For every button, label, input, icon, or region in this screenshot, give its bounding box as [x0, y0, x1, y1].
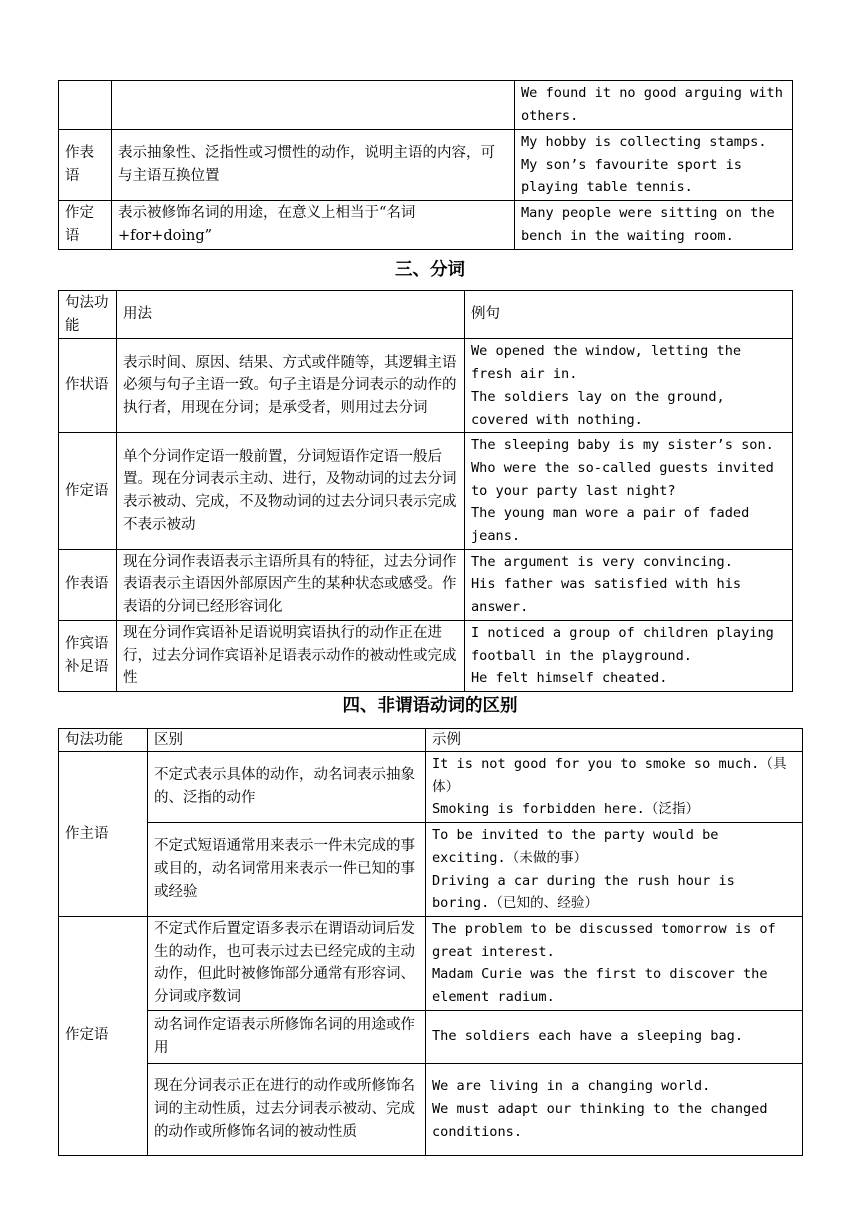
participle-table [58, 290, 793, 692]
function-cell: 作定语 [59, 433, 117, 550]
table-row [59, 339, 793, 433]
example-sentence: Many people were sitting on the bench in the waiting room. [521, 205, 775, 244]
example-cell [426, 1063, 803, 1155]
example-sentence: The sleeping baby is my sister’s son. [471, 437, 774, 454]
table-row [59, 81, 793, 130]
table-row [59, 1063, 803, 1155]
example-sentence: To be invited to the party would be exciting.（未做的事） [432, 827, 719, 866]
table-row [59, 752, 803, 823]
example-sentence: His father was satisfied with his answer. [471, 576, 742, 616]
example-sentence: We opened the window, letting the fresh air in. [471, 343, 742, 383]
header-cell: 例句 [465, 291, 793, 339]
example-cell [426, 752, 803, 823]
example-cell [515, 81, 793, 130]
table-row [59, 916, 803, 1010]
table-row [59, 433, 793, 550]
table-header-row [59, 729, 803, 752]
function-cell [59, 81, 112, 130]
usage-cell: 现在分词作宾语补足语说明宾语执行的动作正在进行，过去分词作宾语补足语表示动作的被动性或完成性 [117, 620, 465, 691]
header-cell: 用法 [117, 291, 465, 339]
example-sentence: We found it no good arguing with others. [521, 85, 783, 124]
example-cell [515, 201, 793, 249]
table-row [59, 823, 803, 917]
example-sentence: Madam Curie was the first to discover the element radium. [432, 966, 768, 1006]
usage-cell: 表示抽象性、泛指性或习惯性的动作，说明主语的内容，可与主语互换位置 [112, 130, 515, 201]
header-cell: 区别 [148, 729, 426, 752]
header-cell: 句法功能 [59, 729, 148, 752]
difference-cell: 不定式作后置定语多表示在谓语动词后发生的动作，也可表示过去已经完成的主动动作，但此时被修饰部分通常有形容词、分词或序数词 [148, 916, 426, 1010]
difference-cell: 动名词作定语表示所修饰名词的用途或作用 [148, 1010, 426, 1063]
example-sentence: The problem to be discussed tomorrow is of great interest. [432, 920, 776, 960]
difference-cell: 不定式表示具体的动作，动名词表示抽象的、泛指的动作 [148, 752, 426, 823]
example-sentence: It is not good for you to smoke so much.（具体） [432, 756, 787, 795]
table-row [59, 1010, 803, 1063]
example-sentence: The argument is very convincing. [471, 553, 733, 570]
function-cell: 作表语 [59, 130, 112, 201]
difference-cell: 不定式短语通常用来表示一件未完成的事或目的，动名词常用来表示一件已知的事或经验 [148, 823, 426, 917]
table-row [59, 130, 793, 201]
example-cell [426, 823, 803, 917]
difference-cell: 现在分词表示正在进行的动作或所修饰名词的主动性质，过去分词表示被动、完成的动作或所修饰名词的被动性质 [148, 1063, 426, 1155]
example-sentence: We are living in a changing world. [432, 1078, 711, 1095]
usage-cell [112, 81, 515, 130]
example-sentence: He felt himself cheated. [471, 670, 668, 687]
table-header-row [59, 291, 793, 339]
example-sentence: Smoking is forbidden here.（泛指） [432, 801, 700, 818]
table-row [59, 549, 793, 620]
usage-cell: 表示时间、原因、结果、方式或伴随等，其逻辑主语必须与句子主语一致。句子主语是分词表示的动作的执行者，用现在分词；是承受者，则用过去分词 [117, 339, 465, 433]
usage-cell: 表示被修饰名词的用途，在意义上相当于“名词+for+doing” [112, 201, 515, 249]
example-cell [515, 130, 793, 201]
function-cell: 作表语 [59, 549, 117, 620]
example-sentence: The soldiers each have a sleeping bag. [432, 1028, 743, 1045]
example-sentence: My hobby is collecting stamps. [521, 134, 767, 150]
usage-cell: 现在分词作表语表示主语所具有的特征，过去分词作表语表示主语因外部原因产生的某种状态或感受。作表语的分词已经形容词化 [117, 549, 465, 620]
header-cell: 句法功能 [59, 291, 117, 339]
function-cell: 作定语 [59, 916, 148, 1155]
function-cell: 作主语 [59, 752, 148, 917]
example-sentence: My son’s favourite sport is playing table tennis. [521, 156, 742, 196]
section-title: 三、分词 [395, 260, 465, 280]
function-cell: 作状语 [59, 339, 117, 433]
non-finite-comparison-table [58, 728, 803, 1156]
function-cell: 作宾语补足语 [59, 620, 117, 691]
example-cell [426, 916, 803, 1010]
table-row [59, 201, 793, 249]
section-title: 四、非谓语动词的区别 [342, 696, 518, 716]
example-cell [465, 549, 793, 620]
usage-cell: 单个分词作定语一般前置，分词短语作定语一般后置。现在分词表示主动、进行，及物动词的过去分词表示被动、完成，不及物动词的过去分词只表示完成不表示被动 [117, 433, 465, 550]
infinitive-gerund-table [58, 80, 793, 250]
example-cell [465, 620, 793, 691]
table-row [59, 620, 793, 691]
example-sentence: Who were the so-called guests invited to your party last night? [471, 459, 774, 499]
example-sentence: The young man wore a pair of faded jeans. [471, 505, 750, 545]
example-sentence: The soldiers lay on the ground, covered with nothing. [471, 388, 725, 428]
example-sentence: We must adapt our thinking to the changed conditions. [432, 1100, 768, 1140]
example-sentence: I noticed a group of children playing football in the playground. [471, 624, 774, 664]
example-cell [465, 339, 793, 433]
header-cell: 示例 [426, 729, 803, 752]
example-sentence: Driving a car during the rush hour is boring.（已知的、经验） [432, 872, 735, 912]
example-cell [465, 433, 793, 550]
example-cell [426, 1010, 803, 1063]
function-cell: 作定语 [59, 201, 112, 249]
